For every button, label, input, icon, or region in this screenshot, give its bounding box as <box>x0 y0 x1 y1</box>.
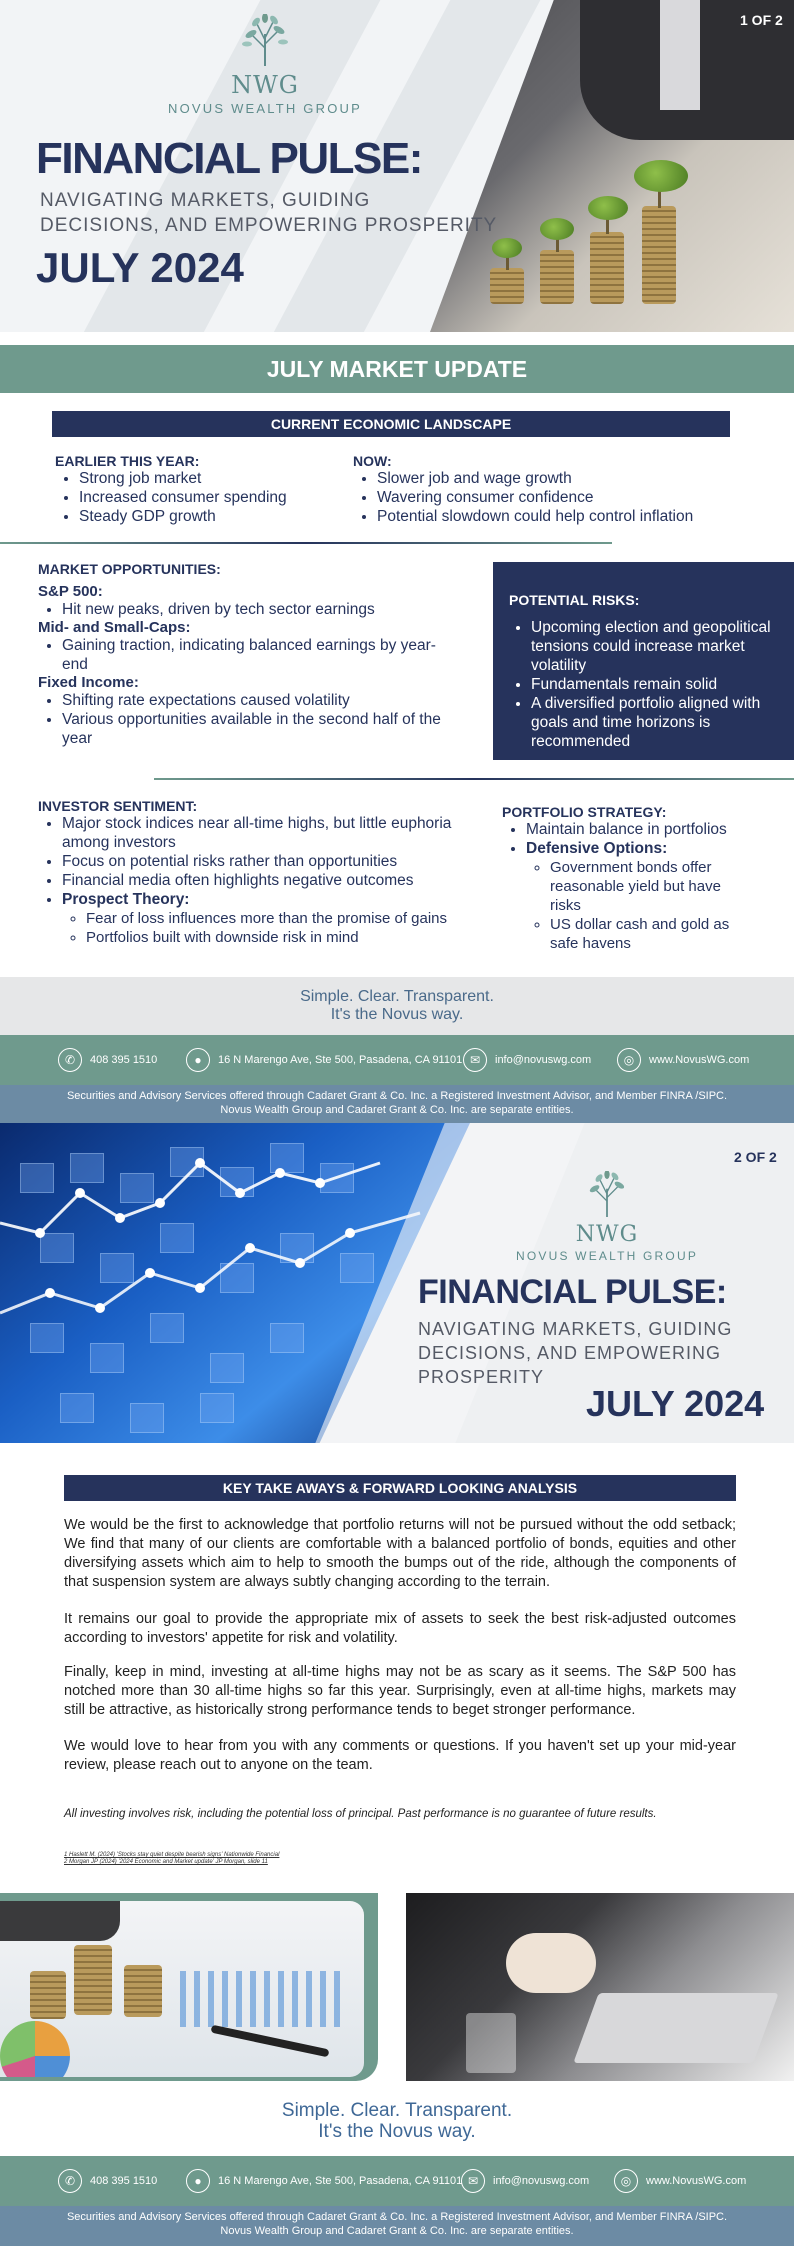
logo-name: NOVUS WEALTH GROUP <box>515 1249 699 1263</box>
page-number: 2 OF 2 <box>734 1149 777 1165</box>
laptop-meeting-photo <box>406 1893 794 2081</box>
coins-charts-photo <box>0 1893 378 2081</box>
market-opportunities-block <box>38 561 458 748</box>
section-divider <box>0 542 612 544</box>
market-update-banner: JULY MARKET UPDATE <box>0 345 794 393</box>
contact-website[interactable] <box>614 2156 746 2206</box>
logo-mark: NWG <box>575 1222 639 1247</box>
website-text: www.NovusWG.com <box>646 2175 747 2187</box>
page-number: 1 OF 2 <box>740 12 783 28</box>
phone-icon: ✆ <box>58 1048 82 1072</box>
paragraph: We would be the first to acknowledge that portfolio returns will not be pursued without the odd setback; We find that many of our clients are comfortable with a balanced portfolio of bonds, equities and other diversifying assets which aim to help to smooth the bumps out of the ride, although the components of that suspension system are always subtly changing according to the terrain. <box>64 1517 736 1590</box>
website-text: www.NovusWG.com <box>649 1054 750 1066</box>
disclosure-line: Securities and Advisory Services offered through Cadaret Grant & Co. Inc. a Registered Investment Advisor, and Member FINRA /SIPC. <box>66 2211 728 2223</box>
phone-text: 408 395 1510 <box>90 2175 158 2187</box>
key-takeaways-heading: KEY TAKE AWAYS & FORWARD LOOKING ANALYSIS <box>64 1475 736 1501</box>
disclosure <box>0 1085 794 1123</box>
block-heading: EARLIER THIS YEAR: <box>55 453 200 469</box>
location-pin-icon: ● <box>186 1048 210 1072</box>
list-item: ◦ Fear of loss influences more than the promise of gains <box>86 909 488 928</box>
landscape-heading: CURRENT ECONOMIC LANDSCAPE <box>52 411 730 437</box>
paragraph: We would love to hear from you with any comments or questions. If you haven't set up your mid-year review, please reach out to anyone on the team. <box>64 1738 736 1773</box>
list-item: • Increased consumer spending <box>79 488 355 507</box>
page-subtitle <box>418 1317 732 1389</box>
paragraph: It remains our goal to provide the appropriate mix of assets to seek the best risk-adjusted outcomes according to investors' appetite for risk and volatility. <box>64 1611 736 1646</box>
list-item: • Strong job market <box>79 469 355 488</box>
phone-text: 408 395 1510 <box>90 1054 158 1066</box>
list-item <box>62 890 488 947</box>
company-logo <box>160 14 370 116</box>
disclosure <box>0 2206 794 2246</box>
subtitle-line: NAVIGATING MARKETS, GUIDING <box>418 1319 733 1339</box>
list-item: • A diversified portfolio aligned with goals and time horizons is recommended <box>531 694 776 751</box>
list-item: • Hit new peaks, driven by tech sector earnings <box>62 600 458 619</box>
list-item: • Major stock indices near all-time highs, but little euphoria among investors <box>62 814 488 852</box>
contact-phone[interactable] <box>58 1035 157 1085</box>
phone-icon: ✆ <box>58 2169 82 2193</box>
tree-logo-icon <box>237 14 293 66</box>
risk-disclaimer: All investing involves risk, including the potential loss of principal. Past performance is no guarantee of future results. <box>64 1808 657 1820</box>
list-item: • Financial media often highlights negative outcomes <box>62 871 488 890</box>
contact-phone[interactable] <box>58 2156 157 2206</box>
list-item: • Shifting rate expectations caused volatility <box>62 691 458 710</box>
globe-icon: ◎ <box>617 1048 641 1072</box>
list-item: • Gaining traction, indicating balanced earnings by year-end <box>62 636 438 674</box>
block-heading: PORTFOLIO STRATEGY: <box>502 804 667 820</box>
list-item: • Fundamentals remain solid <box>531 675 776 694</box>
block-heading: NOW: <box>353 453 392 469</box>
block-heading: INVESTOR SENTIMENT: <box>38 798 198 814</box>
group-label: Mid- and Small-Caps: <box>38 619 191 636</box>
footnote: 1 Haslett M. (2024) 'Stocks stay quiet despite bearish signs' Nationwide Financial <box>64 1852 280 1858</box>
subtitle-line: NAVIGATING MARKETS, GUIDING <box>40 190 371 211</box>
group-label: Fixed Income: <box>38 674 139 691</box>
email-icon: ✉ <box>461 2169 485 2193</box>
company-logo <box>502 1171 712 1263</box>
block-heading: MARKET OPPORTUNITIES: <box>38 561 221 577</box>
page-title: FINANCIAL PULSE: <box>36 134 422 183</box>
block-heading: POTENTIAL RISKS: <box>509 592 640 608</box>
paragraph: Finally, keep in mind, investing at all-time highs may not be as scary as it seems. The S&P 500 has notched more than 30 all-time highs so far this year. Surprisingly, even at all-time highs, markets may still be attractive, as historically strong performance tends to beget stronger performance. <box>64 1664 736 1718</box>
logo-name: NOVUS WEALTH GROUP <box>168 101 362 116</box>
email-text: info@novuswg.com <box>493 2175 590 2187</box>
globe-icon: ◎ <box>614 2169 638 2193</box>
email-icon: ✉ <box>463 1048 487 1072</box>
earlier-this-year-block <box>55 453 355 526</box>
contact-bar <box>0 1035 794 1085</box>
list-item: • Focus on potential risks rather than opportunities <box>62 852 488 871</box>
subtitle-line: PROSPERITY <box>418 1367 545 1387</box>
subtitle-line: DECISIONS, AND EMPOWERING <box>418 1343 722 1363</box>
defensive-label: Defensive Options: <box>526 840 668 857</box>
list-item: • Various opportunities available in the second half of the year <box>62 710 458 748</box>
potential-risks-panel <box>493 562 794 760</box>
contact-website[interactable] <box>617 1035 749 1085</box>
page1-hero <box>0 0 794 332</box>
section-divider <box>154 778 794 780</box>
contact-email[interactable] <box>461 2156 589 2206</box>
list-item: ◦ Portfolios built with downside risk in mind <box>86 928 488 947</box>
disclosure-line: Novus Wealth Group and Cadaret Grant & Co. Inc. are separate entities. <box>220 2225 574 2237</box>
logo-mark: NWG <box>231 71 299 99</box>
slogan-line: Simple. Clear. Transparent. <box>300 988 494 1005</box>
page-title: FINANCIAL PULSE: <box>418 1273 727 1311</box>
contact-address[interactable] <box>186 1035 462 1085</box>
contact-address[interactable] <box>186 2156 462 2206</box>
issue-date: JULY 2024 <box>36 244 244 291</box>
disclosure-line: Novus Wealth Group and Cadaret Grant & Co. Inc. are separate entities. <box>220 1104 574 1116</box>
tree-logo-icon <box>582 1171 632 1217</box>
slogan-band <box>0 2096 794 2156</box>
investor-sentiment-block <box>38 798 488 947</box>
footnote: 2 Morgan JP (2024) '2024 Economic and Market update' JP Morgan, slide 11 <box>64 1859 268 1865</box>
list-item <box>526 839 772 953</box>
list-item: • Maintain balance in portfolios <box>526 820 772 839</box>
slogan-line: It's the Novus way. <box>330 1006 464 1023</box>
address-text: 16 N Marengo Ave, Ste 500, Pasadena, CA 91101 <box>218 1054 463 1066</box>
list-item: • Slower job and wage growth <box>377 469 773 488</box>
subtitle-line: DECISIONS, AND EMPOWERING PROSPERITY <box>40 215 498 236</box>
list-item: ◦ Government bonds offer reasonable yield but have risks <box>550 858 746 915</box>
page-subtitle <box>40 188 497 238</box>
email-text: info@novuswg.com <box>495 1054 592 1066</box>
slogan-line: Simple. Clear. Transparent. <box>281 2100 513 2121</box>
group-label: S&P 500: <box>38 583 103 600</box>
prospect-label: Prospect Theory: <box>62 891 190 908</box>
list-item: • Potential slowdown could help control inflation <box>377 507 773 526</box>
portfolio-strategy-block <box>502 804 772 953</box>
slogan-line: It's the Novus way. <box>318 2121 476 2142</box>
list-item: • Steady GDP growth <box>79 507 355 526</box>
issue-date: JULY 2024 <box>586 1383 765 1424</box>
page2-hero <box>0 1123 794 1443</box>
contact-bar <box>0 2156 794 2206</box>
list-item: • Wavering consumer confidence <box>377 488 773 507</box>
now-block <box>353 453 773 526</box>
footnotes <box>64 1852 279 1866</box>
address-text: 16 N Marengo Ave, Ste 500, Pasadena, CA 91101 <box>218 2175 463 2187</box>
disclosure-line: Securities and Advisory Services offered through Cadaret Grant & Co. Inc. a Registered Investment Advisor, and Member FINRA /SIPC. <box>66 1090 728 1102</box>
location-pin-icon: ● <box>186 2169 210 2193</box>
list-item: ◦ US dollar cash and gold as safe havens <box>550 915 746 953</box>
slogan-band <box>0 977 794 1035</box>
list-item: • Upcoming election and geopolitical tensions could increase market volatility <box>531 618 776 675</box>
contact-email[interactable] <box>463 1035 591 1085</box>
